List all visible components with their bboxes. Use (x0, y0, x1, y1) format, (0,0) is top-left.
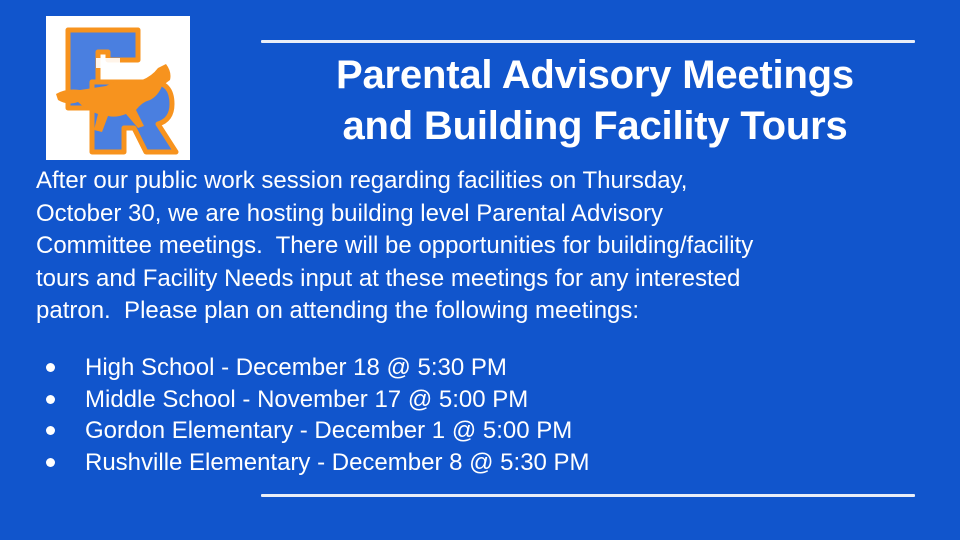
meeting-text: Middle School - November 17 @ 5:00 PM (85, 385, 529, 413)
title-line-2: and Building Facility Tours (342, 104, 848, 148)
slide-title (250, 50, 940, 152)
gr-mustang-logo-icon (46, 16, 190, 160)
intro-line: Committee meetings. There will be opportunities for building/facility (36, 232, 754, 259)
intro-line: patron. Please plan on attending the following meetings: (36, 297, 640, 324)
bottom-divider (261, 494, 915, 497)
meeting-item-gordon-elementary (36, 415, 836, 447)
meeting-text: Gordon Elementary - December 1 @ 5:00 PM (85, 417, 573, 444)
meeting-text: High School - December 18 @ 5:30 PM (85, 354, 507, 381)
meeting-text: Rushville Elementary - December 8 @ 5:30 PM (85, 448, 590, 476)
bullet-icon (46, 458, 55, 467)
bullet-icon (46, 363, 55, 372)
meeting-list (36, 352, 836, 478)
intro-line: October 30, we are hosting building level Parental Advisory (36, 199, 664, 227)
intro-line: After our public work session regarding facilities on Thursday, (36, 167, 688, 194)
meeting-item-middle-school (36, 384, 836, 416)
intro-paragraph (36, 165, 936, 328)
school-logo (46, 16, 190, 160)
top-divider (261, 40, 915, 43)
title-line-1: Parental Advisory Meetings (336, 53, 854, 97)
bullet-icon (46, 426, 55, 435)
bullet-icon (46, 395, 55, 404)
meeting-item-high-school (36, 352, 836, 384)
intro-line: tours and Facility Needs input at these meetings for any interested (36, 264, 741, 292)
meeting-item-rushville-elementary (36, 447, 836, 479)
